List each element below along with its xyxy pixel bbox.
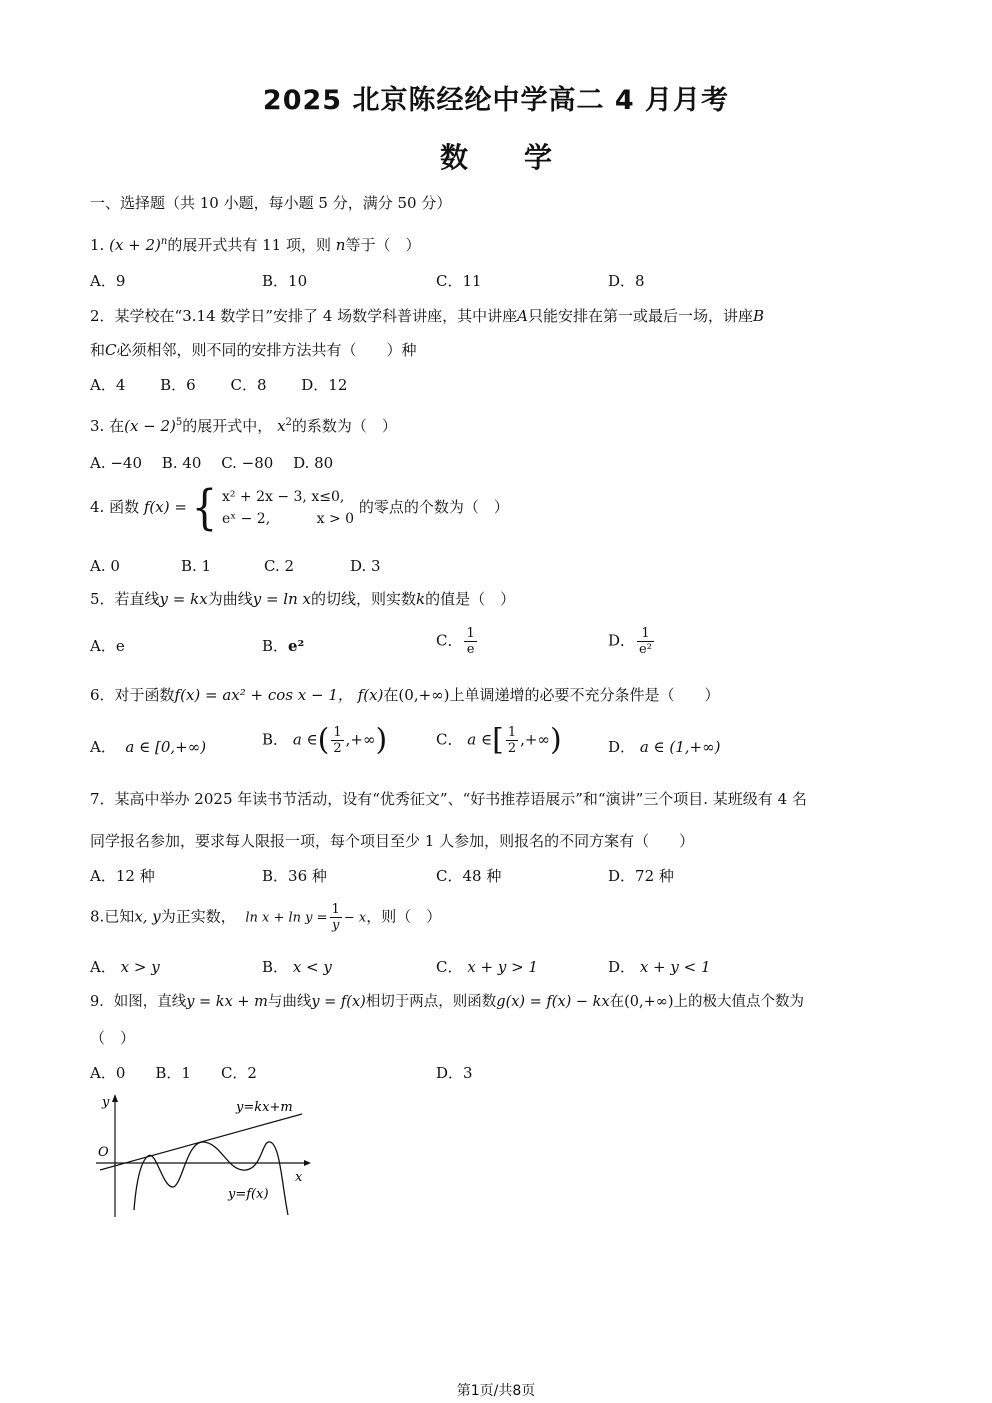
q6-option-a: A． a ∈ [0,+∞) [90, 738, 207, 756]
question-9-line1: 9．如图，直线y = kx + m与曲线y = f(x)相切于两点，则函数g(x) = f(x) − kx在(0,+∞)上的极大值点个数为 [90, 994, 805, 1010]
origin-label: O [98, 1145, 109, 1160]
question-3: 3. 在$(x - 2)^5$的展开式中， $x^2$的系数为（ ） [90, 417, 397, 435]
q5-option-d: D． $\frac{1}{\text{e²}}$ [608, 626, 652, 657]
y-axis-arrow [112, 1094, 118, 1102]
q7-option-d: D．72 种 [608, 867, 674, 885]
page-footer: 第1页/共8页 [456, 1383, 536, 1399]
line-label: y=kx+m [236, 1100, 293, 1115]
q7-option-a: A．12 种 [90, 867, 155, 885]
curve-f [134, 1142, 288, 1215]
question-1: 1. $(x + 2)^n$的展开式共有 11 项，则 n等于（ ） [90, 236, 421, 254]
q3-options: A. −40 B. 40 C. −80 D. 80 [90, 454, 334, 472]
q1-option-d: D．8 [608, 272, 645, 290]
q9-option-d: D．3 [436, 1064, 473, 1082]
q6-option-d: D． a ∈ (1,+∞) [608, 738, 721, 756]
question-6: 6．对于函数f(x) = ax² + cos x − 1， f(x)在(0,+∞)上单调递增的必要不充分条件是（ ） [90, 686, 720, 704]
q8-option-b: B． x < y [262, 958, 332, 976]
page-title: 2025 北京陈经纶中学高二 4 月月考 [262, 85, 730, 116]
q6-option-b: B． a ∈( $\frac{1}{2}$ ,+∞) [262, 722, 388, 758]
question-2-line1: 2．某学校在“3.14 数学日”安排了 4 场数学科普讲座，其中讲座A只能安排在第一或最后一场，讲座B [90, 307, 765, 325]
q5-option-c: C． $\frac{1}{e}$ [436, 626, 475, 657]
q4-option-c: C. 2 [264, 557, 295, 575]
q4-option-b: B. 1 [181, 557, 212, 575]
q8-option-d: D． x + y < 1 [608, 958, 711, 976]
x-axis-arrow [304, 1160, 311, 1166]
section-heading: 一、选择题（共 10 小题，每小题 5 分，满分 50 分） [90, 194, 452, 212]
q8-option-a: A． x > y [90, 958, 160, 976]
q6-option-c: C． a ∈[ $\frac{1}{2}$ ,+∞) [436, 722, 562, 758]
q7-option-b: B．36 种 [262, 867, 327, 885]
y-axis-label: y [102, 1095, 110, 1110]
q1-option-a: A．9 [90, 272, 126, 290]
curve-label: y=f(x) [228, 1187, 269, 1202]
question-8: 8.已知x, y为正实数， ln x + ln y = $\frac{1}{y}$ − x，则（ ） [90, 902, 442, 933]
question-9-line2: （ ） [90, 1029, 136, 1047]
q9-options: A．0 B．1 C．2 [90, 1064, 257, 1082]
q5-option-b: B．e² [262, 637, 305, 655]
question-2-line2: 和C必须相邻，则不同的安排方法共有（ ）种 [90, 341, 417, 359]
q4-option-a: A. 0 [90, 557, 120, 575]
q8-option-c: C． x + y > 1 [436, 958, 538, 976]
question-7-line2: 同学报名参加，要求每人限报一项，每个项目至少 1 人参加，则报名的不同方案有（ ） [90, 832, 695, 850]
x-axis-label: x [295, 1170, 303, 1185]
question-5: 5．若直线y = kx为曲线y = ln x的切线，则实数k的值是（ ） [90, 590, 516, 608]
q4-option-d: D. 3 [350, 557, 381, 575]
subject-title: 数 学 [439, 141, 552, 174]
question-7-line1: 7．某高中举办 2025 年读书节活动，设有“优秀征文”、“好书推荐语展示”和“演讲”三个项目. 某班级有 4 名 [90, 790, 807, 808]
question-4: 4. 函数 f(x) = { x² + 2x − 3, x≤0, eˣ − 2, x > 0 的零点的个数为（ ） [90, 480, 509, 536]
q1-option-c: C．11 [436, 272, 482, 290]
q5-option-a: A．e [90, 637, 125, 655]
q7-option-c: C．48 种 [436, 867, 502, 885]
function-figure [86, 1090, 316, 1220]
q2-options: A．4 B．6 C．8 D．12 [90, 376, 348, 394]
q1-option-b: B．10 [262, 272, 308, 290]
